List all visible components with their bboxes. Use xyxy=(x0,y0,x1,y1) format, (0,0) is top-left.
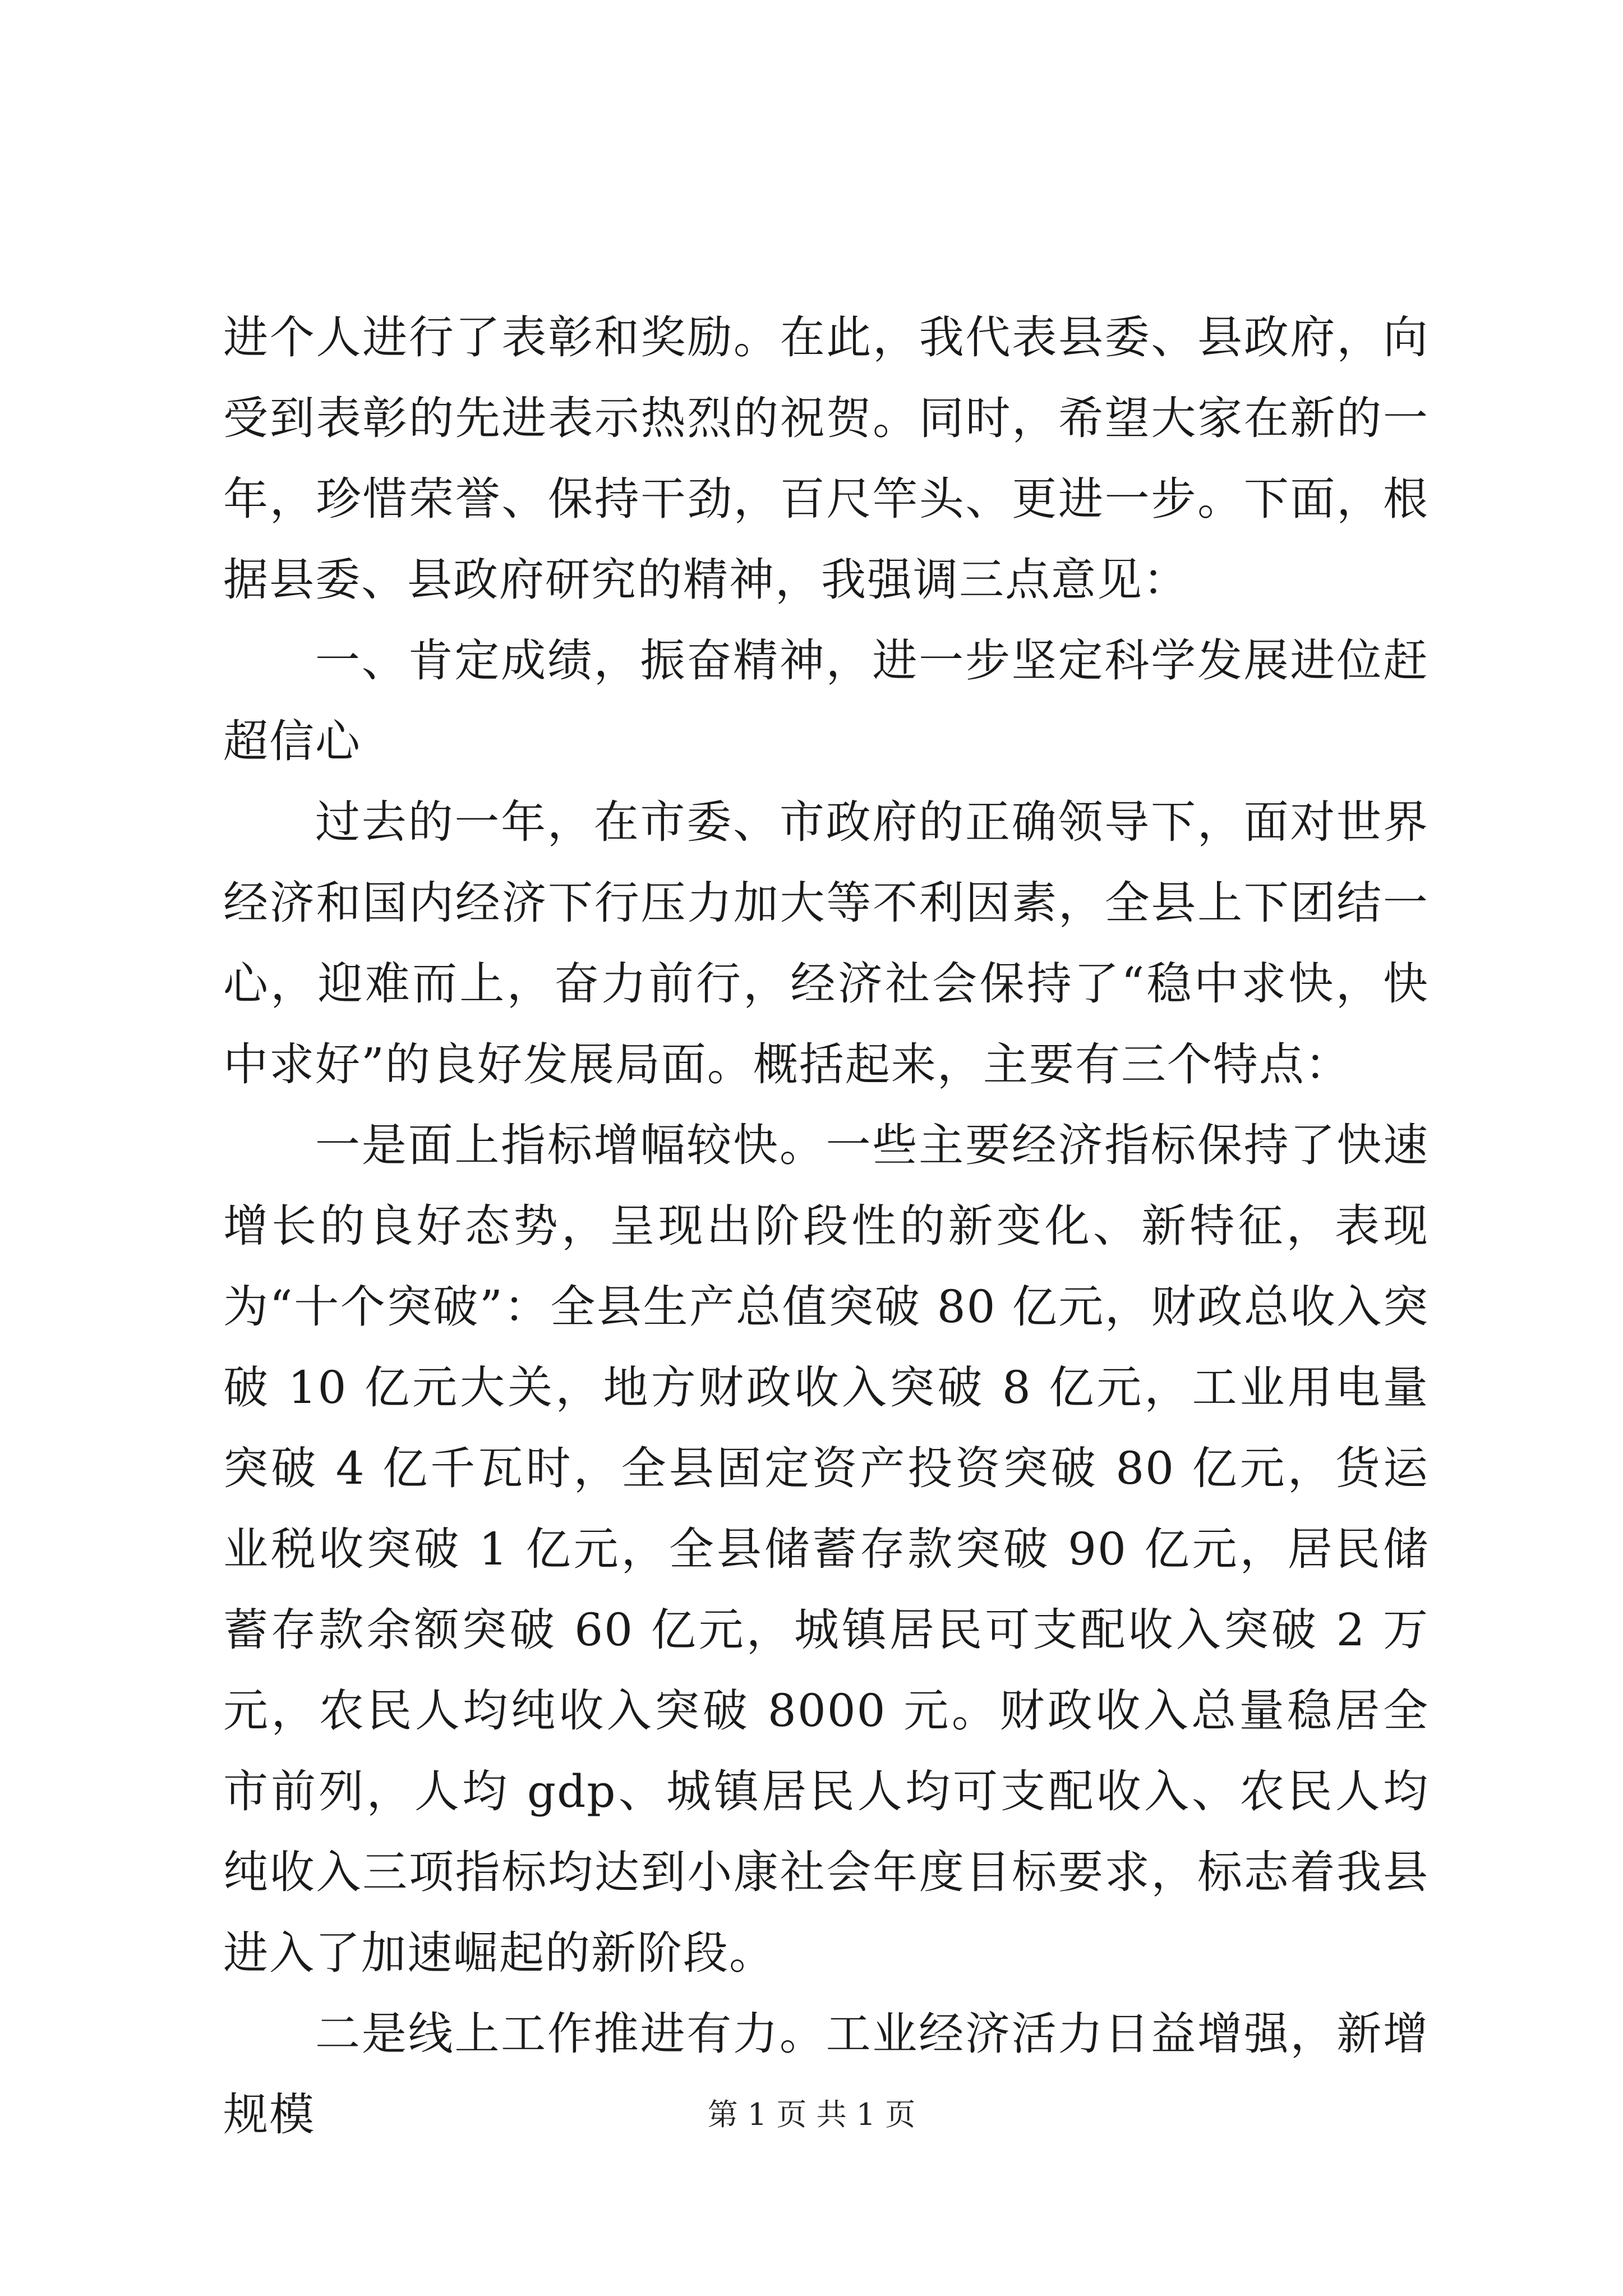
paragraph-feature-one: 一是面上指标增幅较快。一些主要经济指标保持了快速增长的良好态势，呈现出阶段性的新变化、新特征，表现为“十个突破”：全县生产总值突破 80 亿元，财政总收入突破 10 亿元大关，地方财政收入突破 8 亿元，工业用电量突破 4 亿千瓦时，全县固定资产投资突破 80 亿元，货运业税收突破 1 亿元，全县储蓄存款突破 90 亿元，居民储蓄存款余额突破 60 亿元，城镇居民可支配收入突破 2 万元，农民人均纯收入突破 8000 元。财政收入总量稳居全市前列，人均 gdp、城镇居民人均可支配收入、农民人均纯收入三项指标均达到小康社会年度目标要求，标志着我县进入了加速崛起的新阶段。 xyxy=(223,1119,1429,1979)
paragraph-review: 过去的一年，在市委、市政府的正确领导下，面对世界经济和国内经济下行压力加大等不利因素，全县上下团结一心，迎难而上，奋力前行，经济社会保持了“稳中求快，快中求好”的良好发展局面。概括起来，主要有三个特点： xyxy=(223,796,1429,1091)
paragraph-feature-two: 二是线上工作推进有力。工业经济活力日益增强，新增规模 xyxy=(223,2008,1429,2141)
paragraph-intro: 进个人进行了表彰和奖励。在此，我代表县委、县政府，向受到表彰的先进表示热烈的祝贺。同时，希望大家在新的一年，珍惜荣誉、保持干劲，百尺竿头、更进一步。下面，根据县委、县政府研究的精神，我强调三点意见： xyxy=(223,311,1429,606)
document-body xyxy=(223,297,1429,2155)
section-heading-one: 一、肯定成绩，振奋精神，进一步坚定科学发展进位赶超信心 xyxy=(223,634,1429,767)
page-number-footer: 第 1 页 共 1 页 xyxy=(707,2097,916,2132)
